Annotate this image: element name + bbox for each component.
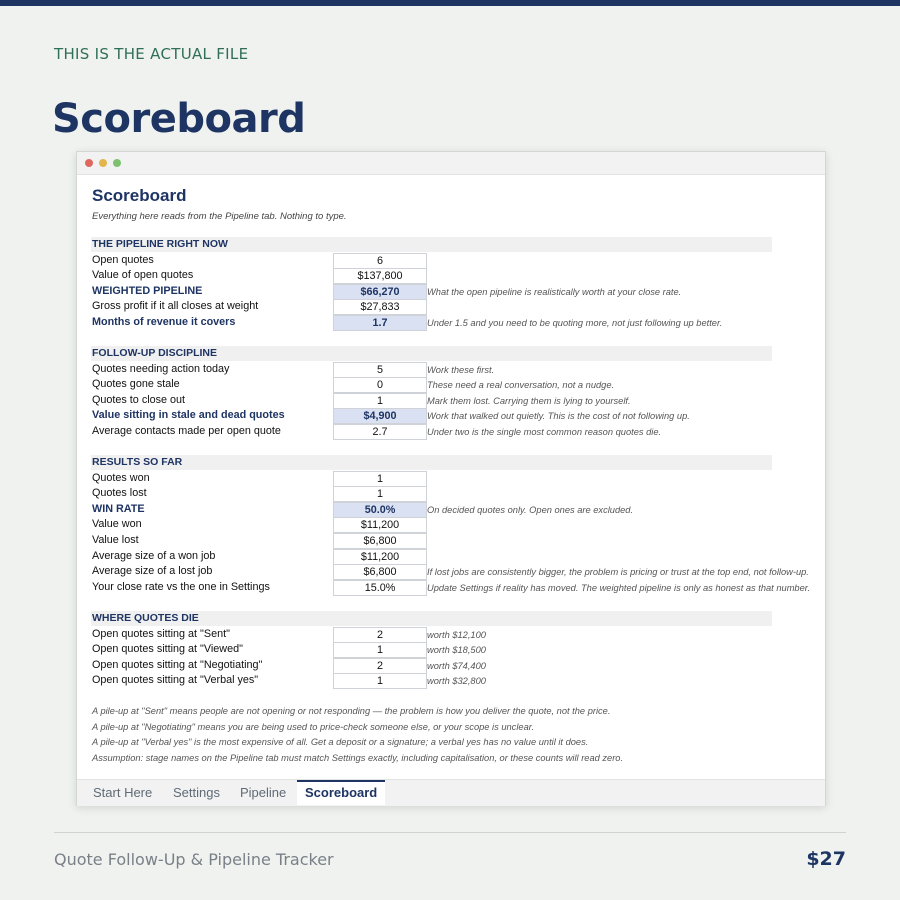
metric-label: Your close rate vs the one in Settings: [92, 580, 270, 593]
metric-value-cell[interactable]: 1: [333, 393, 427, 409]
metric-note: These need a real conversation, not a nudge.: [427, 380, 615, 391]
close-window-icon[interactable]: [85, 159, 93, 167]
metric-note: Under 1.5 and you need to be quoting more, not just following up better.: [427, 318, 723, 328]
top-accent-bar: [0, 0, 900, 6]
metric-label: Open quotes sitting at "Verbal yes": [92, 674, 259, 687]
footnote: A pile-up at "Verbal yes" is the most expensive of all. Get a deposit or a signature; a verbal yes has no value until it does.: [92, 737, 589, 747]
metric-label: Value won: [92, 518, 142, 531]
metric-row: [92, 362, 822, 377]
metric-label: Open quotes sitting at "Negotiating": [92, 658, 263, 671]
metric-value-cell[interactable]: 1.7: [333, 315, 427, 331]
footnote: Assumption: stage names on the Pipeline tab must match Settings exactly, including capitalisation, or these counts will read zero.: [92, 753, 624, 763]
metric-value-cell[interactable]: $27,833: [333, 299, 427, 315]
spreadsheet-window: [76, 151, 826, 806]
footnote: A pile-up at "Sent" means people are not opening or not responding — the problem is how you deliver the quote, not the price.: [92, 706, 611, 716]
eyebrow-label: THIS IS THE ACTUAL FILE: [54, 45, 249, 63]
metric-note: What the open pipeline is realistically worth at your close rate.: [427, 286, 682, 297]
metric-note: Update Settings if reality has moved. The weighted pipeline is only as honest as that number.: [427, 582, 811, 593]
minimize-window-icon[interactable]: [99, 159, 107, 167]
tab-start-here[interactable]: Start Here: [93, 785, 153, 800]
metric-row: [92, 564, 822, 579]
metric-row: [92, 642, 822, 657]
metric-label: Open quotes: [92, 253, 154, 266]
metric-row: [92, 517, 822, 532]
footer-divider: [54, 832, 846, 833]
metric-value-cell[interactable]: $11,200: [333, 517, 427, 533]
section-heading: FOLLOW-UP DISCIPLINE: [91, 346, 772, 361]
metric-note: Work these first.: [427, 364, 495, 375]
metric-row: [92, 299, 822, 314]
metric-value-cell[interactable]: 15.0%: [333, 580, 427, 596]
metric-row: [92, 627, 822, 642]
section-heading: THE PIPELINE RIGHT NOW: [91, 237, 772, 252]
metric-value-cell[interactable]: $6,800: [333, 533, 427, 549]
metric-row: [92, 424, 822, 439]
metric-value-cell[interactable]: 2.7: [333, 424, 427, 440]
metric-label: Value sitting in stale and dead quotes: [92, 409, 285, 422]
metric-label: Value lost: [92, 534, 139, 546]
metric-note: worth $32,800: [427, 676, 486, 687]
metric-value-cell[interactable]: $4,900: [333, 408, 427, 424]
metric-row: [92, 377, 822, 392]
metric-value-cell[interactable]: 2: [333, 658, 427, 674]
metric-label: Quotes gone stale: [92, 378, 180, 391]
metric-label: Open quotes sitting at "Sent": [92, 627, 230, 640]
page-title: Scoreboard: [52, 96, 306, 142]
metric-value-cell[interactable]: $66,270: [333, 284, 427, 300]
sheet-grid: [77, 174, 825, 778]
metric-row: [92, 549, 822, 564]
metric-row: [92, 673, 822, 688]
metric-note: On decided quotes only. Open ones are excluded.: [427, 504, 634, 515]
sheet-title: Scoreboard: [92, 186, 187, 205]
metric-note: worth $18,500: [427, 645, 486, 656]
metric-label: Quotes needing action today: [92, 362, 230, 375]
metric-row: [92, 253, 822, 268]
metric-row: [92, 284, 822, 299]
metric-label: Value of open quotes: [92, 269, 194, 282]
metric-label: Gross profit if it all closes at weight: [92, 300, 259, 313]
metric-row: [92, 658, 822, 673]
metric-value-cell[interactable]: 1: [333, 673, 427, 689]
metric-row: [92, 471, 822, 486]
metric-label: Average contacts made per open quote: [92, 425, 281, 437]
metric-label: WIN RATE: [92, 502, 145, 515]
metric-row: [92, 580, 822, 595]
metric-row: [92, 486, 822, 501]
metric-row: [92, 393, 822, 408]
section-heading: RESULTS SO FAR: [91, 455, 772, 470]
tab-pipeline[interactable]: Pipeline: [240, 785, 287, 800]
metric-note: Mark them lost. Carrying them is lying to yourself.: [427, 395, 631, 406]
metric-label: Open quotes sitting at "Viewed": [92, 643, 243, 656]
metric-value-cell[interactable]: 1: [333, 486, 427, 502]
sheet-tab-bar: [77, 779, 825, 806]
metric-value-cell[interactable]: $137,800: [333, 268, 427, 284]
metric-value-cell[interactable]: $11,200: [333, 549, 427, 565]
tab-settings[interactable]: Settings: [173, 785, 220, 800]
section-heading: WHERE QUOTES DIE: [91, 611, 772, 626]
metric-row: [92, 533, 822, 548]
metric-value-cell[interactable]: 5: [333, 362, 427, 378]
metric-value-cell[interactable]: 1: [333, 642, 427, 658]
metric-label: Average size of a won job: [92, 549, 216, 562]
metric-label: WEIGHTED PIPELINE: [92, 284, 203, 297]
metric-row: [92, 268, 822, 283]
metric-label: Quotes to close out: [92, 393, 186, 406]
metric-value-cell[interactable]: 6: [333, 253, 427, 269]
price-label: $27: [806, 848, 846, 870]
metric-value-cell[interactable]: 0: [333, 377, 427, 393]
tab-scoreboard[interactable]: Scoreboard: [297, 780, 385, 805]
metric-value-cell[interactable]: $6,800: [333, 564, 427, 580]
metric-row: [92, 315, 822, 330]
sheet-subtitle: Everything here reads from the Pipeline tab. Nothing to type.: [92, 211, 347, 222]
metric-label: Quotes won: [92, 471, 150, 484]
metric-label: Quotes lost: [92, 487, 147, 500]
metric-row: [92, 408, 822, 423]
metric-label: Average size of a lost job: [92, 565, 213, 578]
window-chrome: [77, 152, 825, 175]
maximize-window-icon[interactable]: [113, 159, 121, 167]
metric-value-cell[interactable]: 50.0%: [333, 502, 427, 518]
metric-note: Work that walked out quietly. This is the cost of not following up.: [427, 411, 690, 422]
metric-note: Under two is the single most common reason quotes die.: [427, 427, 662, 437]
metric-value-cell[interactable]: 1: [333, 471, 427, 487]
product-name: Quote Follow-Up & Pipeline Tracker: [54, 850, 334, 869]
metric-label: Months of revenue it covers: [92, 316, 236, 328]
metric-note: If lost jobs are consistently bigger, the problem is pricing or trust at the top end, not follow-up.: [427, 567, 809, 578]
metric-row: [92, 502, 822, 517]
metric-note: worth $12,100: [427, 629, 486, 640]
footnote: A pile-up at "Negotiating" means you are being used to price-check someone else, or your scope is unclear.: [92, 722, 535, 732]
metric-value-cell[interactable]: 2: [333, 627, 427, 643]
metric-note: worth $74,400: [427, 660, 486, 671]
